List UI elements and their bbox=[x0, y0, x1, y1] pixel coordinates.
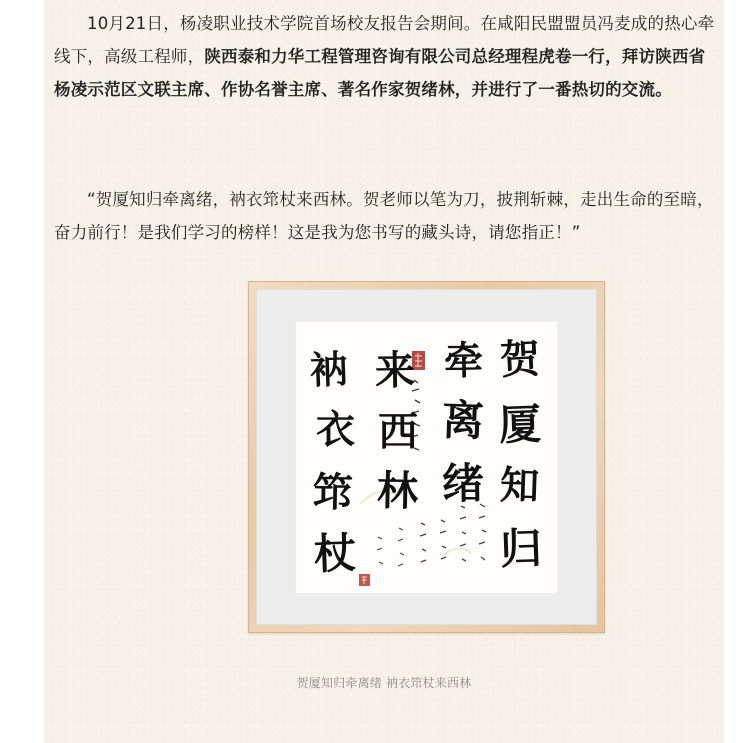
calligraphy-char-9: 西 bbox=[378, 408, 418, 455]
calligraphy-paper bbox=[296, 322, 557, 593]
inscription-strokes bbox=[296, 322, 557, 593]
calligraphy-char-8: 来 bbox=[374, 346, 416, 395]
paragraph-intro-normal-text: 10月21日，杨凌职业技术学院首场校友报告会期间。在咸阳民盟盟员冯麦成的热心牵线下，高级工程师， bbox=[54, 14, 715, 66]
artwork-caption: 贺厦知归牵离绪 衲衣筇杖来西林 bbox=[296, 676, 472, 690]
calligraphy-artwork bbox=[248, 281, 605, 633]
picture-mat bbox=[256, 289, 597, 625]
calligraphy-char-3: 知 bbox=[499, 462, 540, 510]
calligraphy-char-2: 厦 bbox=[498, 399, 542, 450]
calligraphy-char-5: 牵 bbox=[443, 337, 484, 385]
calligraphy-char-11: 衲 bbox=[309, 346, 349, 393]
calligraphy-char-10: 林 bbox=[376, 466, 419, 516]
calligraphy-char-13: 筇 bbox=[312, 468, 354, 517]
calligraphy-char-1: 贺 bbox=[498, 334, 542, 385]
calligraphy-char-7: 绪 bbox=[441, 458, 485, 509]
calligraphy-char-4: 归 bbox=[499, 523, 543, 574]
paragraph-intro-bold-text: 陕西泰和力华工程管理咨询有限公司总经理程虎卷一行，拜访陕西省杨凌示范区文联主席、作协名誉主席、著名作家贺绪林，并进行了一番热切的交流。 bbox=[54, 47, 706, 99]
article-paragraph-quote: “贺厦知归牵离绪，衲衣筇杖来西林。贺老师以笔为刀，披荆斩棘，走出生命的至暗，奋力前行！是我们学习的榜样！这是我为您书写的藏头诗，请您指正！” bbox=[54, 190, 714, 242]
calligraphy-char-12: 衣 bbox=[316, 407, 356, 453]
calligraphy-char-14: 杖 bbox=[313, 528, 357, 579]
article-card bbox=[44, 0, 724, 743]
calligraphy-char-6: 离 bbox=[441, 395, 485, 446]
article-paragraph-intro bbox=[54, 7, 718, 106]
